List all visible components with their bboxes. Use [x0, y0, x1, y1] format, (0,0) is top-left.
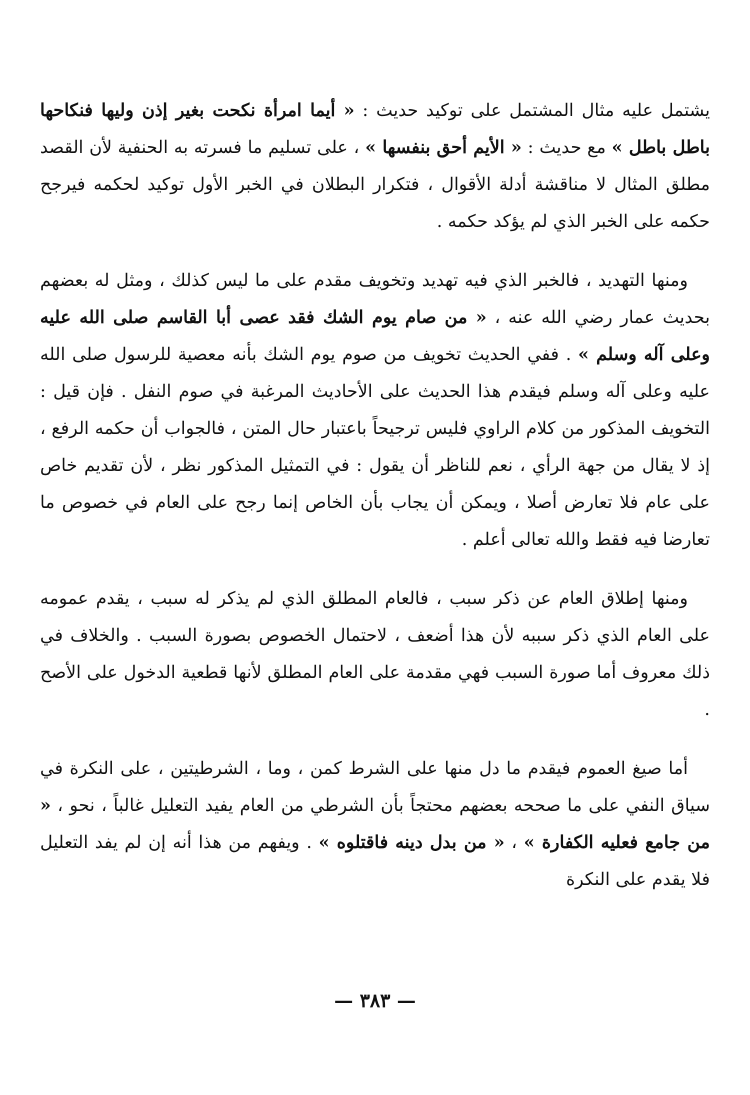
- text-run: . ففي الحديث تخويف من صوم يوم الشك بأنه معصية للرسول صلى الله عليه وعلى آله وسلم فيقدم هذا الحديث على الأحاديث المرغبة في صوم النفل . فإن قيل : التخويف المذكور من كلام الراوي فليس ترجيحاً باعتبار حال المتن ، فالجواب أن حكمه الرفع ، إذ لا يقال من جهة الرأي ، نعم للناظر أن يقول : في التمثيل المذكور نظر ، لأن تقديم خاص على عام فلا تعارض أصلا ، ويمكن أن يجاب بأن الخاص إنما رجح على العام في خصوص ما تعارضا فيه فقط والله تعالى أعلم .: [40, 345, 710, 550]
- text-run: ومنها إطلاق العام عن ذكر سبب ، فالعام المطلق الذي لم يذكر له سبب ، يقدم عمومه على العام الذي ذكر سببه لأن هذا أضعف ، لاحتمال الخصوص بصورة السبب . والخلاف في ذلك معروف أما صورة السبب فهي مقدمة على العام المطلق لأنها قطعية الدخول على الأصح .: [40, 589, 710, 720]
- hadith-quote: « الأيم أحق بنفسها »: [365, 138, 522, 158]
- paragraph-2: [40, 263, 710, 559]
- text-run: ، على تسليم ما فسرته به الحنفية لأن القصد مطلق المثال لا مناقشة أدلة الأقوال ، فتكرار البطلان في الخبر الأول توكيد لحكمه فيرجح حكمه على الخبر الذي لم يؤكد حكمه .: [40, 138, 710, 232]
- paragraph-3: [40, 581, 710, 729]
- text-run: مع حديث :: [521, 138, 612, 158]
- text-run: يشتمل عليه مثال المشتمل على توكيد حديث :: [354, 101, 710, 121]
- hadith-quote: « من صام يوم الشك فقد عصى أبا القاسم صلى الله عليه وعلى آله وسلم »: [40, 308, 710, 365]
- text-run: . ويفهم من هذا أنه إن لم يفد التعليل فلا يقدم على النكرة: [40, 833, 710, 890]
- hadith-quote: « من بدل دينه فاقتلوه »: [318, 833, 505, 853]
- paragraph-1: [40, 93, 710, 241]
- text-run: ومنها التهديد ، فالخبر الذي فيه تهديد وتخويف مقدم على ما ليس كذلك ، ومثل له بعضهم بحديث عمار رضي الله عنه ،: [40, 271, 710, 328]
- page-number: — ٣٨٣ —: [334, 990, 416, 1012]
- body-text: [40, 93, 710, 921]
- text-run: ،: [504, 833, 524, 853]
- hadith-quote: « من جامع فعليه الكفارة »: [40, 796, 710, 853]
- hadith-quote: « أيما امرأة نكحت بغير إذن وليها فنكاحها باطل باطل »: [40, 101, 710, 158]
- paragraph-4: [40, 751, 710, 899]
- text-run: أما صيغ العموم فيقدم ما دل منها على الشرط كمن ، وما ، الشرطيتين ، على النكرة في سياق النفي على ما صححه بعضهم محتجاً بأن الشرطي من العام يفيد التعليل غالباً ، نحو ،: [40, 759, 710, 816]
